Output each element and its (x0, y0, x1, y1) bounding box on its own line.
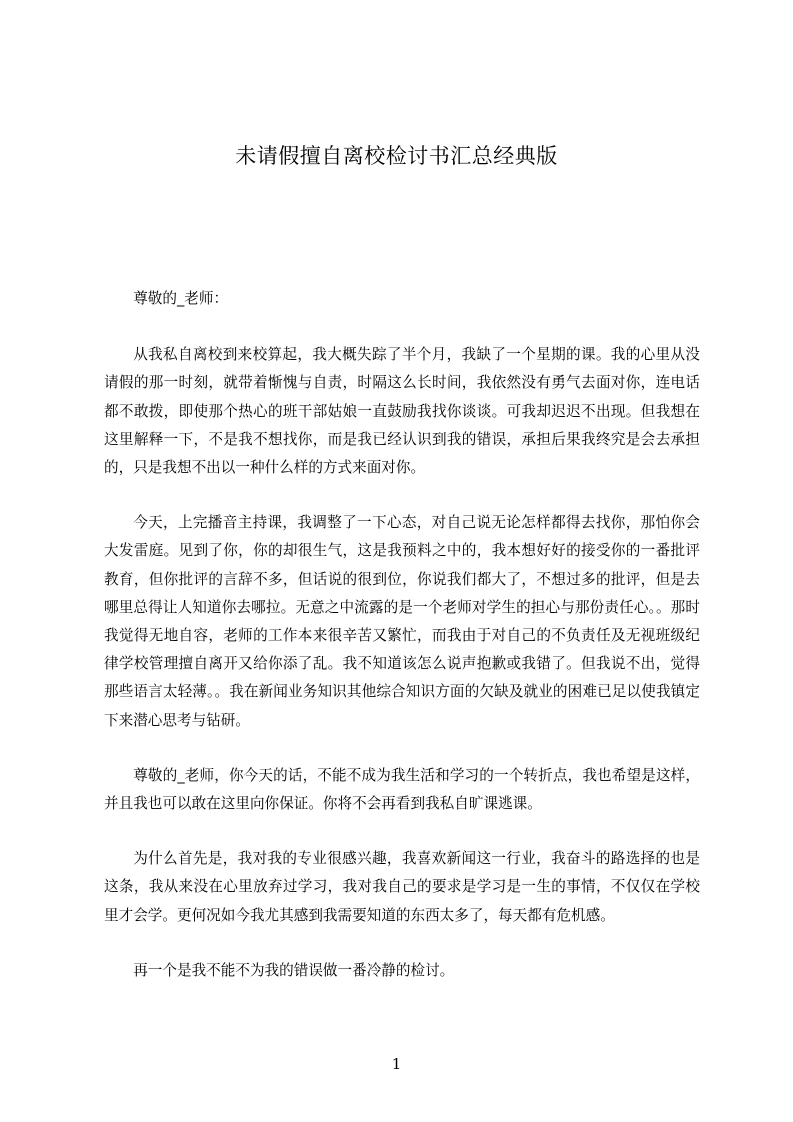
body-paragraph-3: 尊敬的_老师，你今天的话，不能不成为我生活和学习的一个转折点，我也希望是这样，并且我也可以敢在这里向你保证。你将不会再看到我私自旷课逃课。 (104, 766, 700, 813)
body-paragraph-4: 为什么首先是，我对我的专业很感兴趣，我喜欢新闻这一行业，我奋斗的路选择的也是这条，我从来没在心里放弃过学习，我对我自己的要求是学习是一生的事情，不仅仅在学校里才会学。更何况如今我尤其感到我需要知道的东西太多了，每天都有危机感。 (104, 850, 700, 924)
document-body (104, 285, 700, 985)
body-paragraph-5: 再一个是我不能不为我的错误做一番冷静的检讨。 (133, 961, 455, 979)
document-title: 未请假擅自离校检讨书汇总经典版 (235, 144, 558, 168)
body-paragraph-1: 从我私自离校到来校算起，我大概失踪了半个月，我缺了一个星期的课。我的心里从没请假的那一时刻，就带着惭愧与自责，时隔这么长时间，我依然没有勇气去面对你，连电话都不敢拨，即使那个热心的班干部姑娘一直鼓励我找你谈谈。可我却迟迟不出现。但我想在这里解释一下，不是我不想找你，而是我已经认识到我的错误，承担后果我终究是会去承担的，只是我想不出以一种什么样的方式来面对你。 (104, 346, 700, 477)
page-number: 1 (391, 1055, 402, 1073)
body-paragraph-2: 今天，上完播音主持课，我调整了一下心态，对自己说无论怎样都得去找你，那怕你会大发雷庭。见到了你，你的却很生气，这是我预料之中的，我本想好好的接受你的一番批评教育，但你批评的言辞不多，但话说的很到位，你说我们都大了，不想过多的批评，但是去哪里总得让人知道你去哪拉。无意之中流露的是一个老师对学生的担心与那份责任心。。那时我觉得无地自容，老师的工作本来很辛苦又繁忙，而我由于对自己的不负责任及无视班级纪律学校管理擅自离开又给你添了乱。我不知道该怎么说声抱歉或我错了。但我说不出，觉得那些语言太轻薄。。我在新闻业务知识其他综合知识方面的欠缺及就业的困难已足以使我镇定下来潜心思考与钻研。 (104, 514, 700, 729)
greeting-paragraph: 尊敬的_老师： (133, 290, 229, 307)
